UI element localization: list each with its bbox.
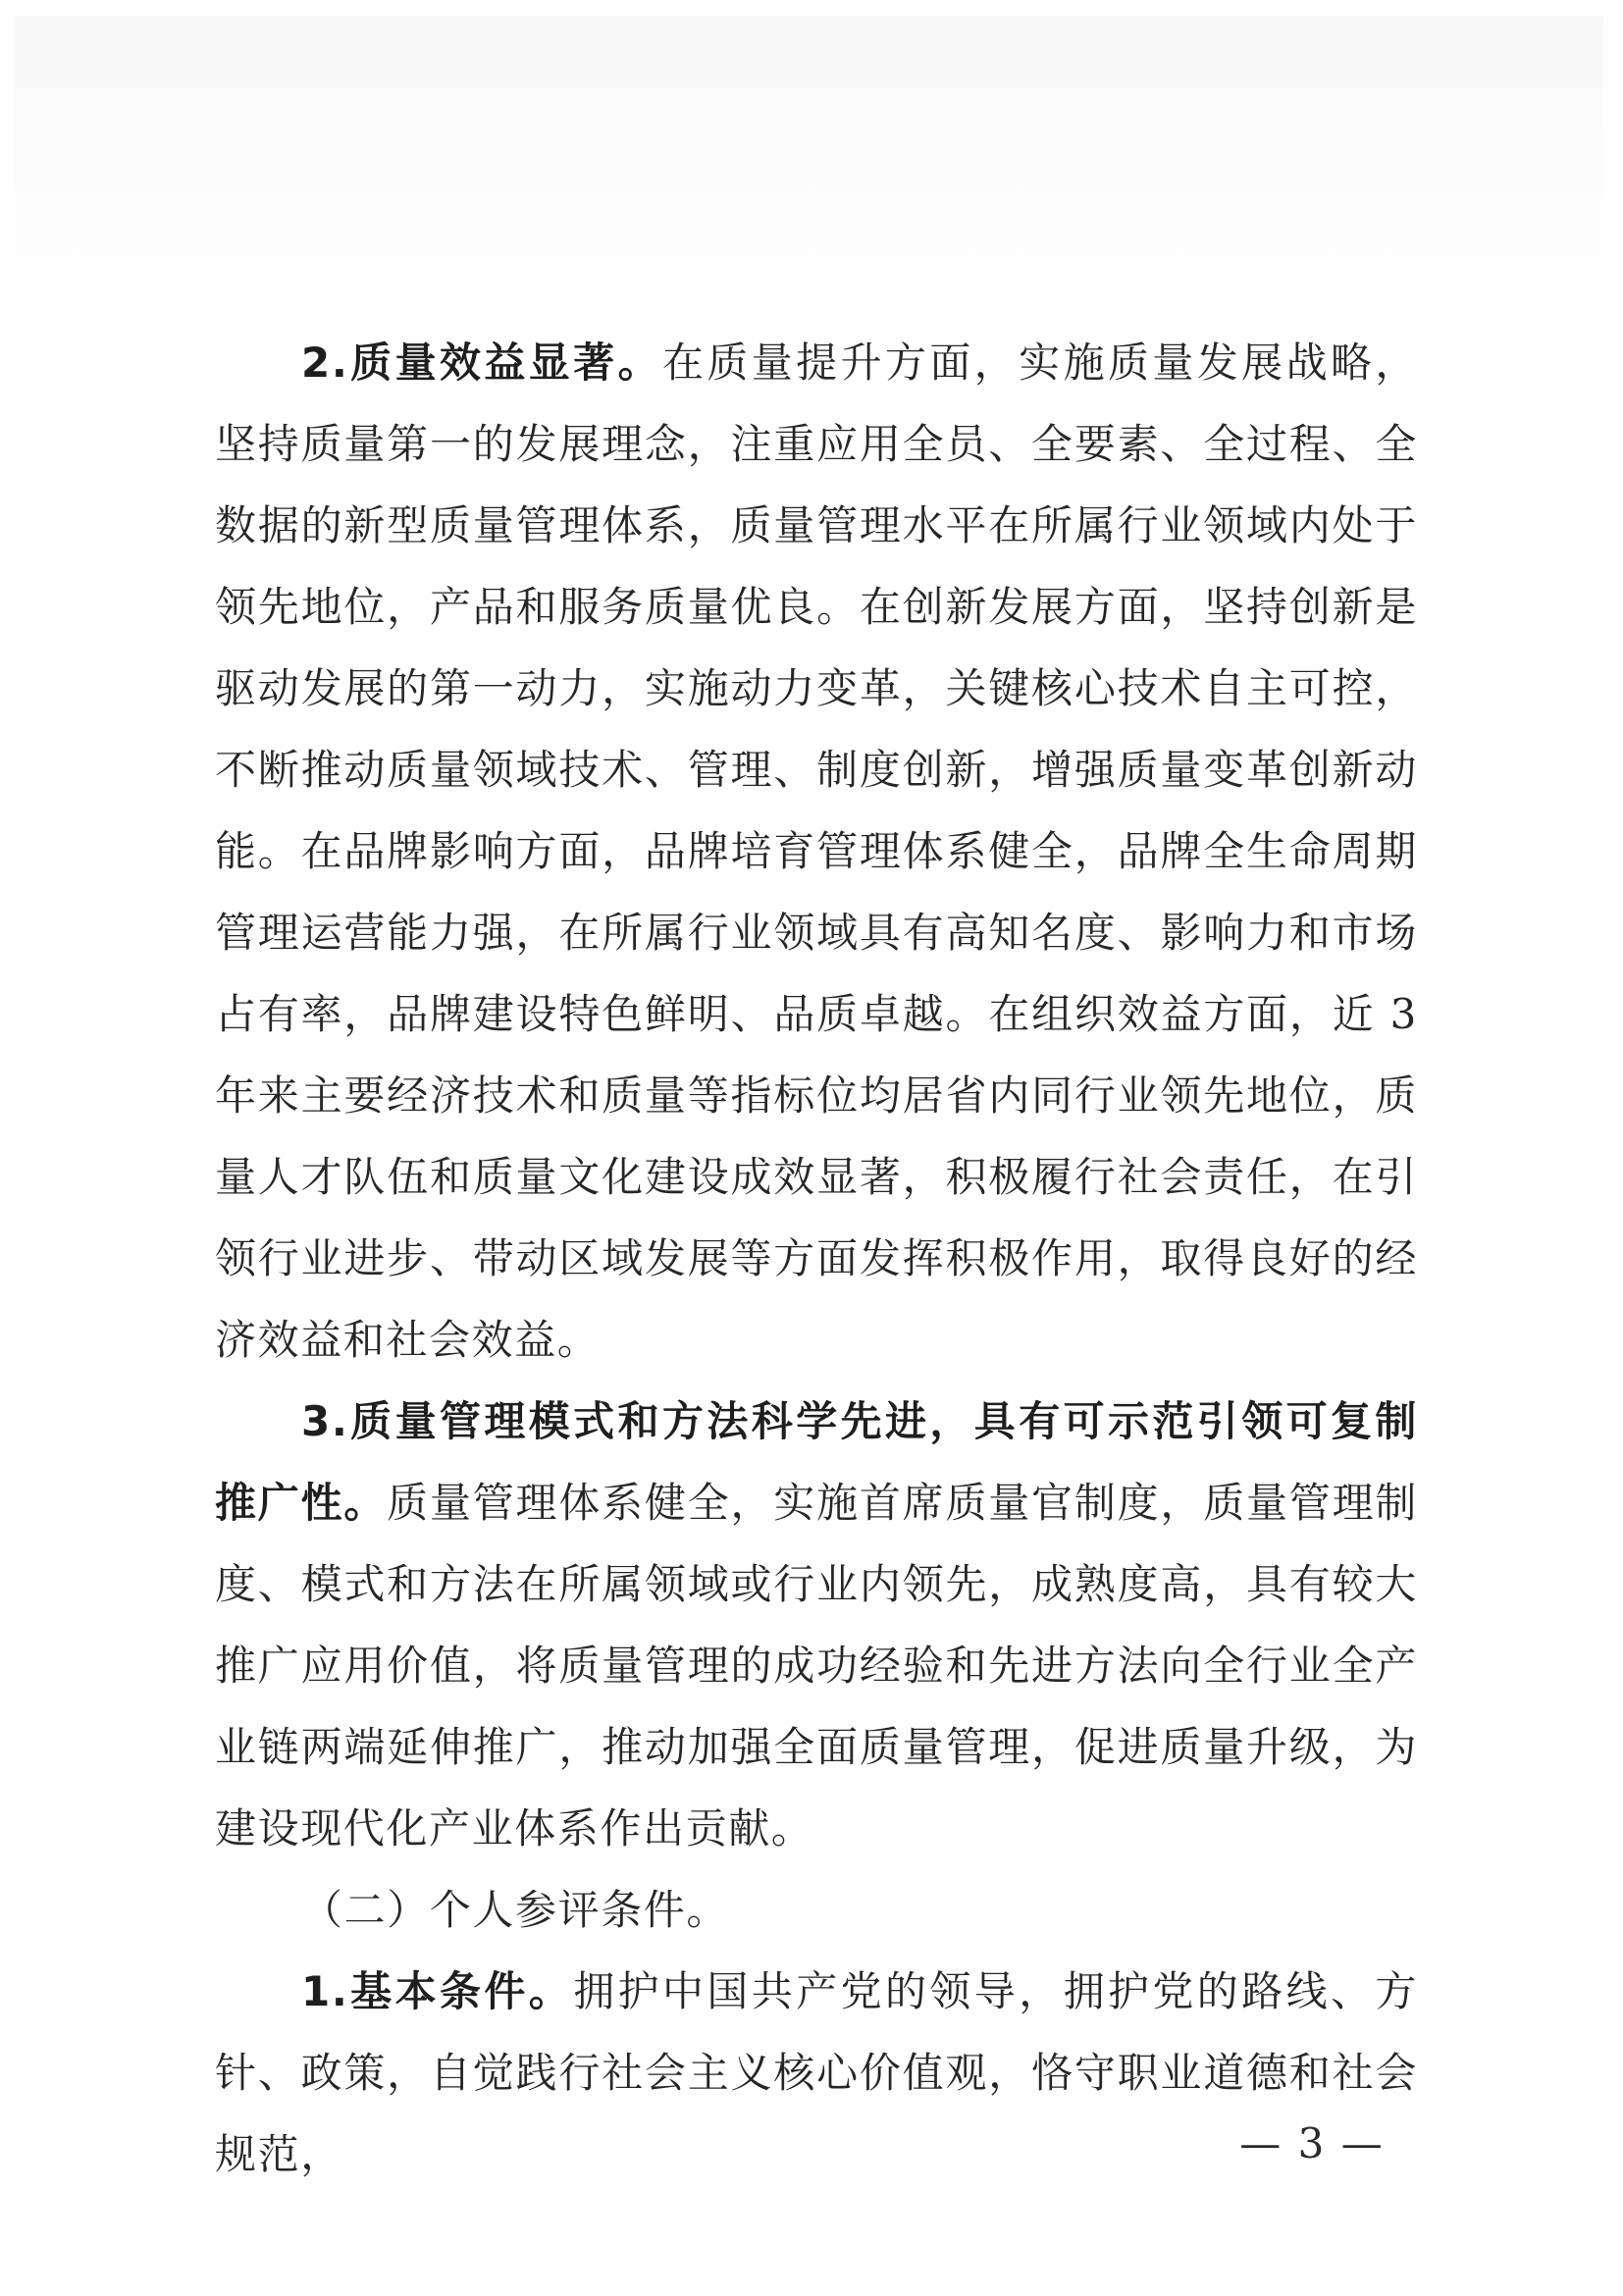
scan-artifact-band: [14, 16, 1603, 310]
paragraph-management-model: [215, 1381, 1418, 1869]
paragraph-text: 质量管理体系健全，实施首席质量官制度，质量管理制度、模式和方法在所属领域或行业内领先，成熟度高，具有较大推广应用价值，将质量管理的成功经验和先进方法向全行业全产业链两端延伸推广，推动加强全面质量管理，促进质量升级，为建设现代化产业体系作出贡献。: [215, 1479, 1418, 1852]
document-body: [215, 322, 1418, 2195]
paragraph-heading: 1.基本条件。: [301, 1967, 574, 2015]
paragraph-text: 拥护中国共产党的领导，拥护党的路线、方针、政策，自觉践行社会主义核心价值观，恪守职业道德和社会规范，: [215, 1967, 1418, 2178]
paragraph-text: 在质量提升方面，实施质量发展战略，坚持质量第一的发展理念，注重应用全员、全要素、全过程、全数据的新型质量管理体系，质量管理水平在所属行业领域内处于领先地位，产品和服务质量优良。在创新发展方面，坚持创新是驱动发展的第一动力，实施动力变革，关键核心技术自主可控，不断推动质量领域技术、管理、制度创新，增强质量变革创新动能。在品牌影响方面，品牌培育管理体系健全，品牌全生命周期管理运营能力强，在所属行业领域具有高知名度、影响力和市场占有率，品牌建设特色鲜明、品质卓越。在组织效益方面，近 3 年来主要经济技术和质量等指标位均居省内同行业领先地位，质量人才队伍和质量文化建设成效显著，积极履行社会责任，在引领行业进步、带动区域发展等方面发挥积极作用，取得良好的经济效益和社会效益。: [215, 339, 1418, 1364]
paragraph-heading: 3.质量管理模式和方法科学先进，具有可示范引领可复制推广性。: [215, 1397, 1418, 1527]
paragraph-text: （二）个人参评条件。: [301, 1886, 730, 1934]
paragraph-quality-benefits: [215, 322, 1418, 1381]
page-number: — 3 —: [1239, 2119, 1385, 2167]
section-heading-individual-criteria: [215, 1869, 1418, 1951]
paragraph-heading: 2.质量效益显著。: [301, 339, 662, 387]
